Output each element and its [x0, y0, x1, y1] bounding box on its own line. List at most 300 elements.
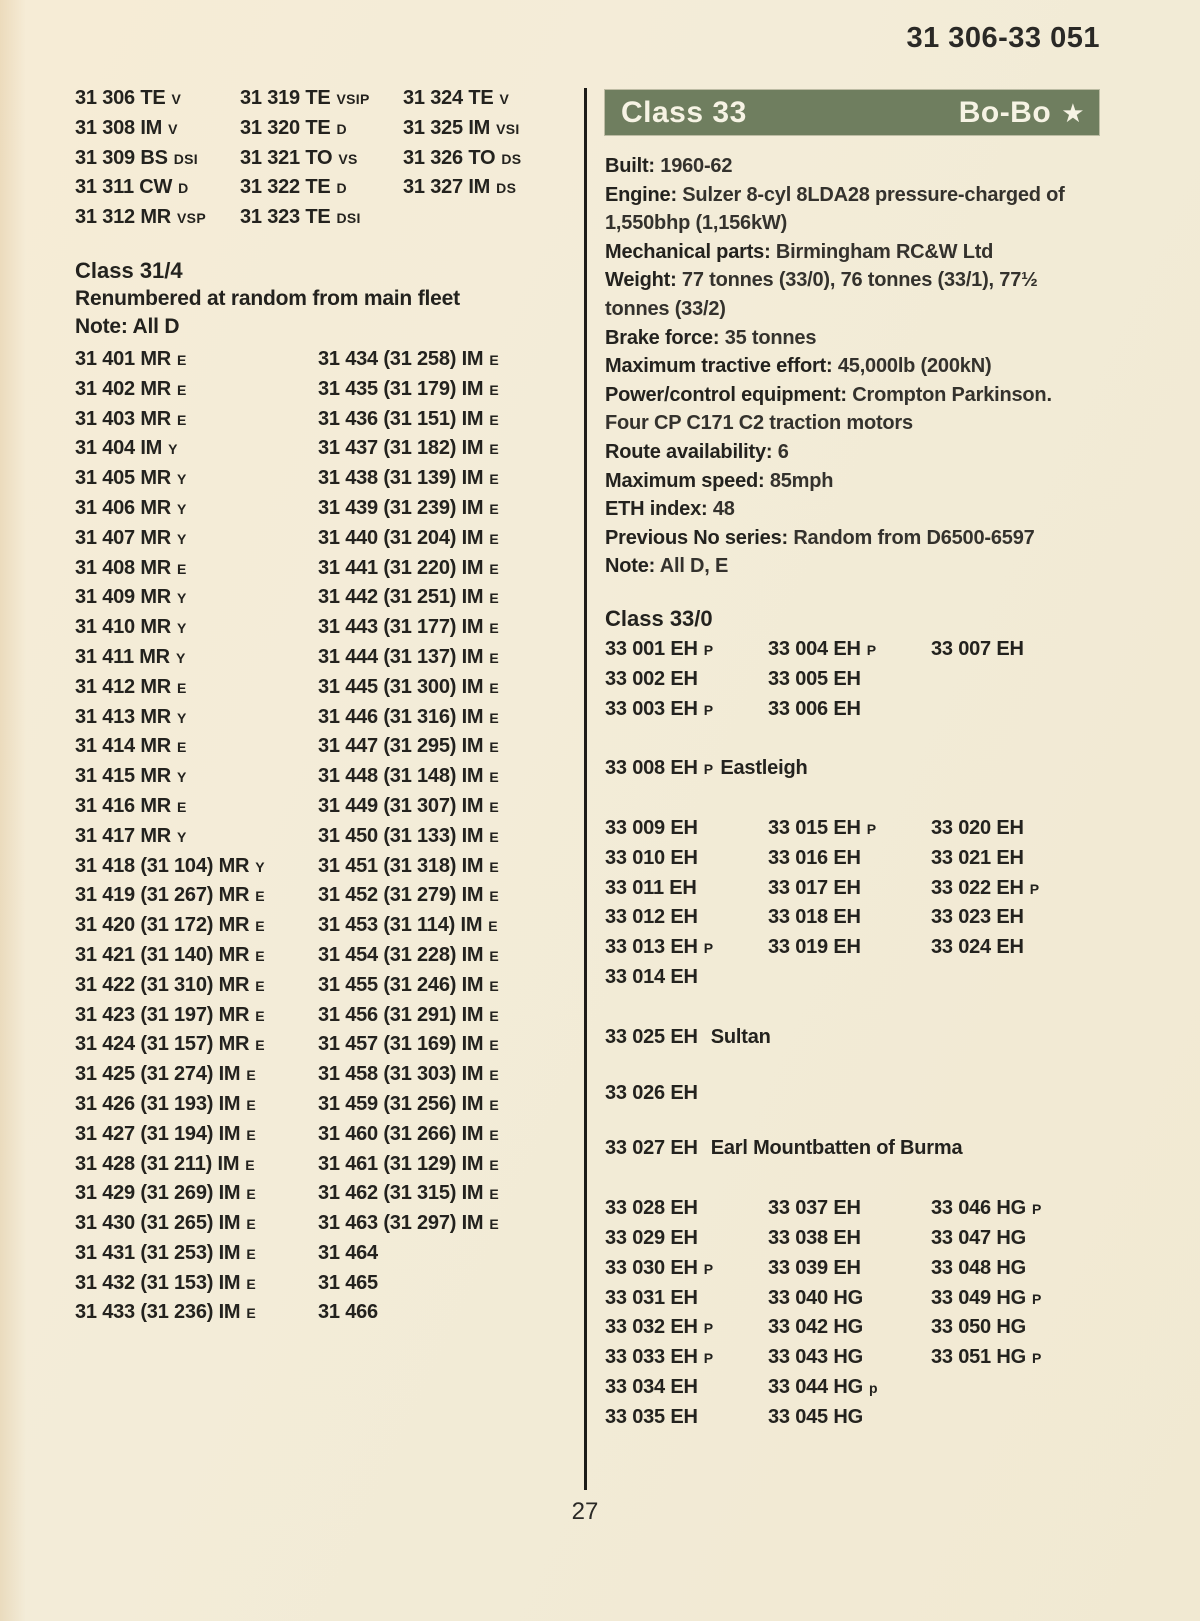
status-code: E	[489, 411, 500, 428]
fleet-entry	[768, 1224, 931, 1254]
loco-number: 31 326 TO	[403, 146, 496, 169]
status-code: E	[489, 500, 500, 517]
fleet-entry	[75, 673, 318, 703]
spec-value: 48	[712, 498, 735, 521]
loco-number: 31 438 (31 139) IM	[318, 467, 484, 490]
loco-number: 31 415 MR	[75, 765, 172, 788]
loco-number: 33 039 EH	[768, 1256, 861, 1279]
fleet-entry	[605, 1403, 768, 1433]
loco-number: 31 446 (31 316) IM	[318, 705, 484, 728]
spec-line	[605, 238, 1099, 267]
status-code: VSI	[496, 120, 520, 137]
status-code: Y	[177, 590, 187, 607]
status-code: P	[866, 641, 877, 658]
fleet-entry	[318, 1120, 580, 1150]
spec-line	[605, 324, 1099, 353]
fleet-entry	[75, 1269, 318, 1299]
loco-number: 31 430 (31 265) IM	[75, 1212, 241, 1235]
status-code: E	[177, 798, 187, 815]
status-code: E	[489, 649, 500, 666]
loco-number: 33 028 EH	[605, 1197, 698, 1220]
loco-number: 33 019 EH	[768, 936, 861, 959]
fleet-entry	[931, 665, 1099, 695]
loco-number: 31 466	[318, 1301, 378, 1324]
status-code: E	[489, 1126, 500, 1143]
status-code: DS	[501, 150, 522, 167]
class-31-4-title: Class 31/4	[75, 257, 183, 283]
fleet-entry	[75, 434, 318, 464]
status-code: E	[255, 947, 265, 964]
spec-line	[605, 266, 1099, 323]
fleet-entry	[75, 703, 318, 733]
fleet-entry	[240, 114, 403, 144]
fleet-entry	[75, 1060, 318, 1090]
status-code: V	[171, 91, 182, 107]
fleet-entry	[403, 144, 580, 174]
fleet-entry	[605, 695, 768, 725]
fleet-entry	[318, 852, 580, 882]
loco-number: 31 432 (31 153) IM	[75, 1271, 241, 1294]
status-code: p	[868, 1380, 878, 1397]
status-code: E	[489, 381, 500, 398]
status-code: E	[489, 1007, 500, 1024]
loco-number: 31 321 TO	[240, 146, 333, 169]
class-31-4-note	[75, 313, 580, 341]
loco-number: 31 443 (31 177) IM	[318, 616, 484, 639]
status-code: Y	[177, 471, 187, 488]
loco-number: 33 012 EH	[605, 906, 698, 929]
status-code: E	[246, 1096, 257, 1113]
fleet-entry	[318, 1239, 580, 1269]
loco-number: 33 004 EH	[768, 637, 861, 660]
status-code: P	[703, 1350, 714, 1367]
loco-number: 33 016 EH	[768, 846, 861, 869]
loco-number: 31 460 (31 266) IM	[318, 1122, 484, 1145]
fleet-entry	[768, 1313, 931, 1343]
named-loco-entry	[605, 1023, 1099, 1053]
status-code: E	[489, 977, 500, 994]
status-code: E	[177, 411, 187, 428]
status-code: E	[489, 858, 500, 875]
fleet-entry	[403, 84, 580, 114]
status-code: E	[246, 1216, 257, 1233]
class-31-4-fleet-list	[75, 345, 580, 1328]
fleet-entry	[931, 933, 1099, 963]
fleet-entry	[605, 903, 768, 933]
fleet-entry	[768, 1194, 931, 1224]
fleet-entry	[318, 613, 580, 643]
fleet-entry	[75, 1030, 318, 1060]
loco-number: 33 046 HG	[931, 1197, 1026, 1220]
wheel-arrangement	[959, 96, 1085, 130]
status-code: E	[489, 590, 500, 607]
named-loco-entry	[605, 1079, 1099, 1109]
status-code: E	[177, 679, 187, 696]
spec-value: 35 tonnes	[724, 326, 817, 349]
spec-value: 1960-62	[660, 155, 733, 177]
status-code: E	[246, 1186, 257, 1203]
loco-number: 31 452 (31 279) IM	[318, 884, 484, 907]
status-code: Y	[177, 500, 187, 517]
loco-number: 31 323 TE	[240, 206, 331, 229]
status-code: DSI	[173, 150, 198, 167]
spec-line	[605, 381, 1099, 438]
spec-value: 77 tonnes (33/0), 76 tonnes (33/1), 77½ tonnes (33/2)	[605, 269, 1038, 320]
loco-number: 33 044 HG	[768, 1376, 863, 1399]
right-column	[605, 90, 1099, 1433]
loco-number: 31 320 TE	[240, 116, 331, 139]
loco-number: 31 429 (31 269) IM	[75, 1182, 241, 1205]
fleet-entry	[318, 375, 580, 405]
class-33-0-title: Class 33/0	[605, 605, 713, 631]
fleet-entry	[240, 144, 403, 174]
loco-number: 31 454 (31 228) IM	[318, 943, 484, 966]
fleet-entry	[318, 464, 580, 494]
note-value: All D	[132, 314, 180, 338]
loco-number: 31 442 (31 251) IM	[318, 586, 484, 609]
loco-number: 31 418 (31 104) MR	[75, 854, 250, 877]
column-divider-rule	[584, 88, 587, 1490]
status-code: P	[703, 1260, 714, 1277]
fleet-entry	[75, 732, 318, 762]
top-fleet-col-1	[75, 84, 240, 233]
status-code: P	[703, 701, 714, 718]
fleet-entry	[75, 1179, 318, 1209]
loco-number: 31 406 MR	[75, 496, 172, 519]
loco-name: Sultan	[710, 1025, 771, 1048]
fleet-entry	[605, 874, 768, 904]
fleet-entry	[931, 1373, 1099, 1403]
top-fleet-col-2	[240, 84, 403, 233]
page-number: 27	[571, 1498, 599, 1525]
fleet-entry	[768, 963, 931, 993]
loco-number: 31 431 (31 253) IM	[75, 1241, 241, 1264]
fleet-list-col-1	[75, 345, 318, 1328]
named-loco-entry	[605, 1134, 1099, 1164]
loco-number: 31 463 (31 297) IM	[318, 1212, 484, 1235]
loco-number: 31 319 TE	[240, 87, 331, 109]
spec-label: ETH index:	[605, 498, 708, 521]
loco-number: 33 013 EH	[605, 936, 698, 959]
loco-number: 33 047 HG	[931, 1227, 1026, 1250]
loco-number: 31 465	[318, 1271, 378, 1294]
loco-number: 31 459 (31 256) IM	[318, 1092, 484, 1115]
spec-value: 85mph	[769, 469, 834, 492]
fleet-entry	[768, 844, 931, 874]
fleet-entry	[318, 881, 580, 911]
loco-number: 31 434 (31 258) IM	[318, 347, 484, 370]
fleet-list-col-2	[318, 345, 580, 1328]
status-code: E	[489, 798, 500, 815]
fleet-entry	[318, 673, 580, 703]
fleet-entry	[605, 1224, 768, 1254]
left-column	[75, 84, 580, 1328]
fleet-entry	[931, 1313, 1099, 1343]
spec-line	[605, 552, 1099, 581]
loco-number: 33 025 EH	[605, 1025, 698, 1048]
class-banner	[605, 90, 1099, 135]
status-code: Y	[177, 709, 187, 726]
fleet-entry	[605, 844, 768, 874]
loco-number: 31 412 MR	[75, 675, 172, 698]
fleet-entry	[318, 792, 580, 822]
loco-name: Earl Mountbatten of Burma	[710, 1137, 963, 1160]
loco-number: 31 416 MR	[75, 794, 172, 817]
status-code: E	[489, 1186, 500, 1203]
status-code: E	[489, 679, 500, 696]
fleet-entry	[75, 405, 318, 435]
loco-number: 33 009 EH	[605, 817, 698, 840]
spec-label: Weight:	[605, 269, 677, 292]
fleet-entry	[318, 1269, 580, 1299]
fleet-entry	[240, 203, 403, 233]
status-code: E	[255, 1007, 265, 1024]
fleet-entry	[75, 1090, 318, 1120]
status-code: E	[489, 1156, 500, 1173]
fleet-entry	[768, 665, 931, 695]
loco-number: 33 043 HG	[768, 1346, 863, 1369]
class-33-0-grid-2	[605, 814, 1099, 993]
fleet-entry	[318, 1150, 580, 1180]
loco-number: 33 034 EH	[605, 1376, 698, 1399]
status-code: E	[245, 1156, 255, 1173]
class-33-spec-block	[605, 152, 1099, 581]
fleet-entry	[605, 1313, 768, 1343]
fleet-entry	[931, 695, 1099, 725]
fleet-entry	[318, 971, 580, 1001]
fleet-entry	[605, 665, 768, 695]
loco-number: 33 037 EH	[768, 1197, 861, 1220]
fleet-entry	[768, 814, 931, 844]
spec-label: Maximum tractive effort:	[605, 355, 833, 378]
loco-number: 31 449 (31 307) IM	[318, 794, 484, 817]
top-fleet-col-3	[403, 84, 580, 233]
fleet-entry	[318, 1001, 580, 1031]
fleet-entry	[75, 881, 318, 911]
fleet-entry	[318, 1090, 580, 1120]
spec-line	[605, 524, 1099, 553]
loco-number: 31 410 MR	[75, 616, 172, 639]
status-code: Y	[175, 649, 186, 666]
status-code: Y	[177, 769, 187, 786]
fleet-entry	[768, 1343, 931, 1373]
fleet-entry	[605, 1373, 768, 1403]
fleet-entry	[240, 173, 403, 203]
fleet-entry	[931, 1224, 1099, 1254]
status-code: E	[177, 560, 187, 577]
fleet-entry	[75, 524, 318, 554]
fleet-entry	[605, 933, 768, 963]
fleet-entry	[768, 1254, 931, 1284]
status-code: P	[1031, 1201, 1042, 1218]
fleet-entry	[768, 1403, 931, 1433]
fleet-entry	[318, 1209, 580, 1239]
status-code: E	[177, 351, 187, 368]
loco-number: 31 436 (31 151) IM	[318, 407, 484, 430]
loco-number: 33 048 HG	[931, 1256, 1026, 1279]
loco-number: 31 450 (31 133) IM	[318, 824, 484, 847]
status-code: VSP	[177, 210, 206, 227]
loco-number: 31 413 MR	[75, 705, 172, 728]
fleet-entry	[931, 1403, 1099, 1433]
fleet-entry	[75, 792, 318, 822]
fleet-entry	[75, 583, 318, 613]
fleet-entry	[318, 1179, 580, 1209]
fleet-entry	[605, 635, 768, 665]
loco-number: 31 433 (31 236) IM	[75, 1301, 241, 1324]
loco-number: 31 311 CW	[75, 176, 173, 199]
fleet-entry	[75, 84, 240, 114]
loco-number: 31 419 (31 267) MR	[75, 884, 250, 907]
loco-number: 31 448 (31 148) IM	[318, 765, 484, 788]
star-icon: ★	[1061, 97, 1085, 128]
loco-number: 31 427 (31 194) IM	[75, 1122, 241, 1145]
loco-number: 31 458 (31 303) IM	[318, 1063, 484, 1086]
status-code: P	[703, 940, 714, 957]
status-code: E	[489, 888, 500, 905]
fleet-entry	[318, 494, 580, 524]
fleet-entry	[318, 703, 580, 733]
fleet-entry	[931, 1254, 1099, 1284]
fleet-entry	[605, 1343, 768, 1373]
fleet-entry	[318, 554, 580, 584]
loco-number: 33 014 EH	[605, 966, 698, 989]
loco-number: 31 322 TE	[240, 176, 331, 199]
fleet-entry	[318, 732, 580, 762]
loco-number: 31 401 MR	[75, 347, 172, 370]
status-code: E	[255, 1037, 265, 1054]
fleet-entry	[931, 844, 1099, 874]
fleet-entry	[75, 852, 318, 882]
status-code: E	[489, 828, 500, 845]
loco-number: 31 309 BS	[75, 146, 168, 169]
loco-number: 31 451 (31 318) IM	[318, 854, 484, 877]
status-code: E	[177, 381, 187, 398]
fleet-entry	[318, 1298, 580, 1328]
status-code: D	[336, 180, 347, 197]
loco-number: 31 444 (31 137) IM	[318, 645, 484, 668]
status-code: E	[177, 739, 187, 756]
loco-number: 31 453 (31 114) IM	[318, 914, 483, 937]
fleet-entry	[318, 1030, 580, 1060]
fleet-entry	[605, 1194, 768, 1224]
loco-number: 33 032 EH	[605, 1316, 698, 1339]
fleet-entry	[605, 963, 768, 993]
status-code: E	[255, 918, 265, 935]
status-code: P	[703, 1320, 714, 1337]
status-code: E	[246, 1275, 257, 1292]
fleet-entry	[318, 583, 580, 613]
spec-line	[605, 495, 1099, 524]
fleet-entry	[75, 144, 240, 174]
loco-number: 31 306 TE	[75, 87, 166, 109]
fleet-entry	[75, 1001, 318, 1031]
spec-label: Engine:	[605, 183, 677, 206]
status-code: E	[489, 471, 500, 488]
note-label: Note:	[75, 314, 128, 338]
status-code: E	[246, 1126, 257, 1143]
fleet-entry	[318, 434, 580, 464]
loco-number: 31 462 (31 315) IM	[318, 1182, 484, 1205]
status-code: DSI	[336, 210, 361, 227]
loco-number: 33 038 EH	[768, 1227, 861, 1250]
fleet-entry	[318, 643, 580, 673]
loco-number: 31 461 (31 129) IM	[318, 1152, 484, 1175]
loco-number: 31 402 MR	[75, 377, 172, 400]
fleet-entry	[605, 1254, 768, 1284]
fleet-entry	[75, 613, 318, 643]
fleet-entry	[75, 203, 240, 233]
loco-number: 31 422 (31 310) MR	[75, 973, 250, 996]
loco-number: 33 011 EH	[605, 876, 697, 899]
status-code: E	[489, 620, 500, 637]
fleet-entry	[931, 814, 1099, 844]
status-code: P	[703, 641, 714, 658]
loco-number: 33 033 EH	[605, 1346, 698, 1369]
loco-number: 33 020 EH	[931, 817, 1024, 840]
named-loco-entry	[605, 754, 1099, 784]
loco-number: 33 015 EH	[768, 817, 861, 840]
fleet-entry	[318, 1060, 580, 1090]
spec-line	[605, 467, 1099, 496]
fleet-entry	[75, 822, 318, 852]
status-code: Y	[177, 828, 187, 845]
loco-number: 33 001 EH	[605, 637, 698, 660]
status-code: E	[489, 709, 500, 726]
status-code: E	[489, 947, 500, 964]
fleet-entry	[768, 635, 931, 665]
fleet-entry	[403, 114, 580, 144]
status-code: P	[703, 761, 714, 778]
loco-number: 33 024 EH	[931, 936, 1024, 959]
loco-number: 31 405 MR	[75, 467, 172, 490]
fleet-entry	[75, 375, 318, 405]
fleet-entry	[75, 762, 318, 792]
loco-number: 31 417 MR	[75, 824, 172, 847]
status-code: E	[255, 977, 265, 994]
class-banner-title: Class 33	[621, 95, 747, 129]
fleet-entry	[768, 1284, 931, 1314]
status-code: E	[489, 1216, 500, 1233]
fleet-entry	[931, 635, 1099, 665]
status-code: E	[489, 560, 500, 577]
fleet-entry	[768, 933, 931, 963]
loco-number: 33 005 EH	[768, 667, 861, 690]
spec-line	[605, 438, 1099, 467]
loco-number: 33 007 EH	[931, 637, 1024, 660]
loco-number: 31 428 (31 211) IM	[75, 1152, 240, 1175]
loco-number: 31 324 TE	[403, 87, 494, 109]
spec-value: Sulzer 8-cyl 8LDA28 pressure-charged of 1,550bhp (1,156kW)	[605, 183, 1065, 235]
status-code: D	[178, 180, 189, 197]
status-code: Y	[255, 858, 265, 875]
loco-number: 33 017 EH	[768, 876, 861, 899]
spec-line	[605, 181, 1099, 238]
loco-number: 33 040 HG	[768, 1286, 863, 1309]
spec-value: Random from D6500-6597	[793, 526, 1035, 549]
loco-number: 31 456 (31 291) IM	[318, 1003, 484, 1026]
loco-number: 31 411 MR	[75, 645, 170, 668]
loco-number: 33 050 HG	[931, 1316, 1026, 1339]
spec-label: Note:	[605, 555, 656, 578]
loco-number: 31 414 MR	[75, 735, 172, 758]
spec-value: Birmingham RC&W Ltd	[775, 240, 994, 263]
status-code: E	[489, 1067, 500, 1084]
fleet-entry	[318, 345, 580, 375]
loco-number: 31 327 IM	[403, 176, 491, 199]
status-code: E	[489, 351, 500, 368]
spec-value: 6	[777, 440, 789, 463]
